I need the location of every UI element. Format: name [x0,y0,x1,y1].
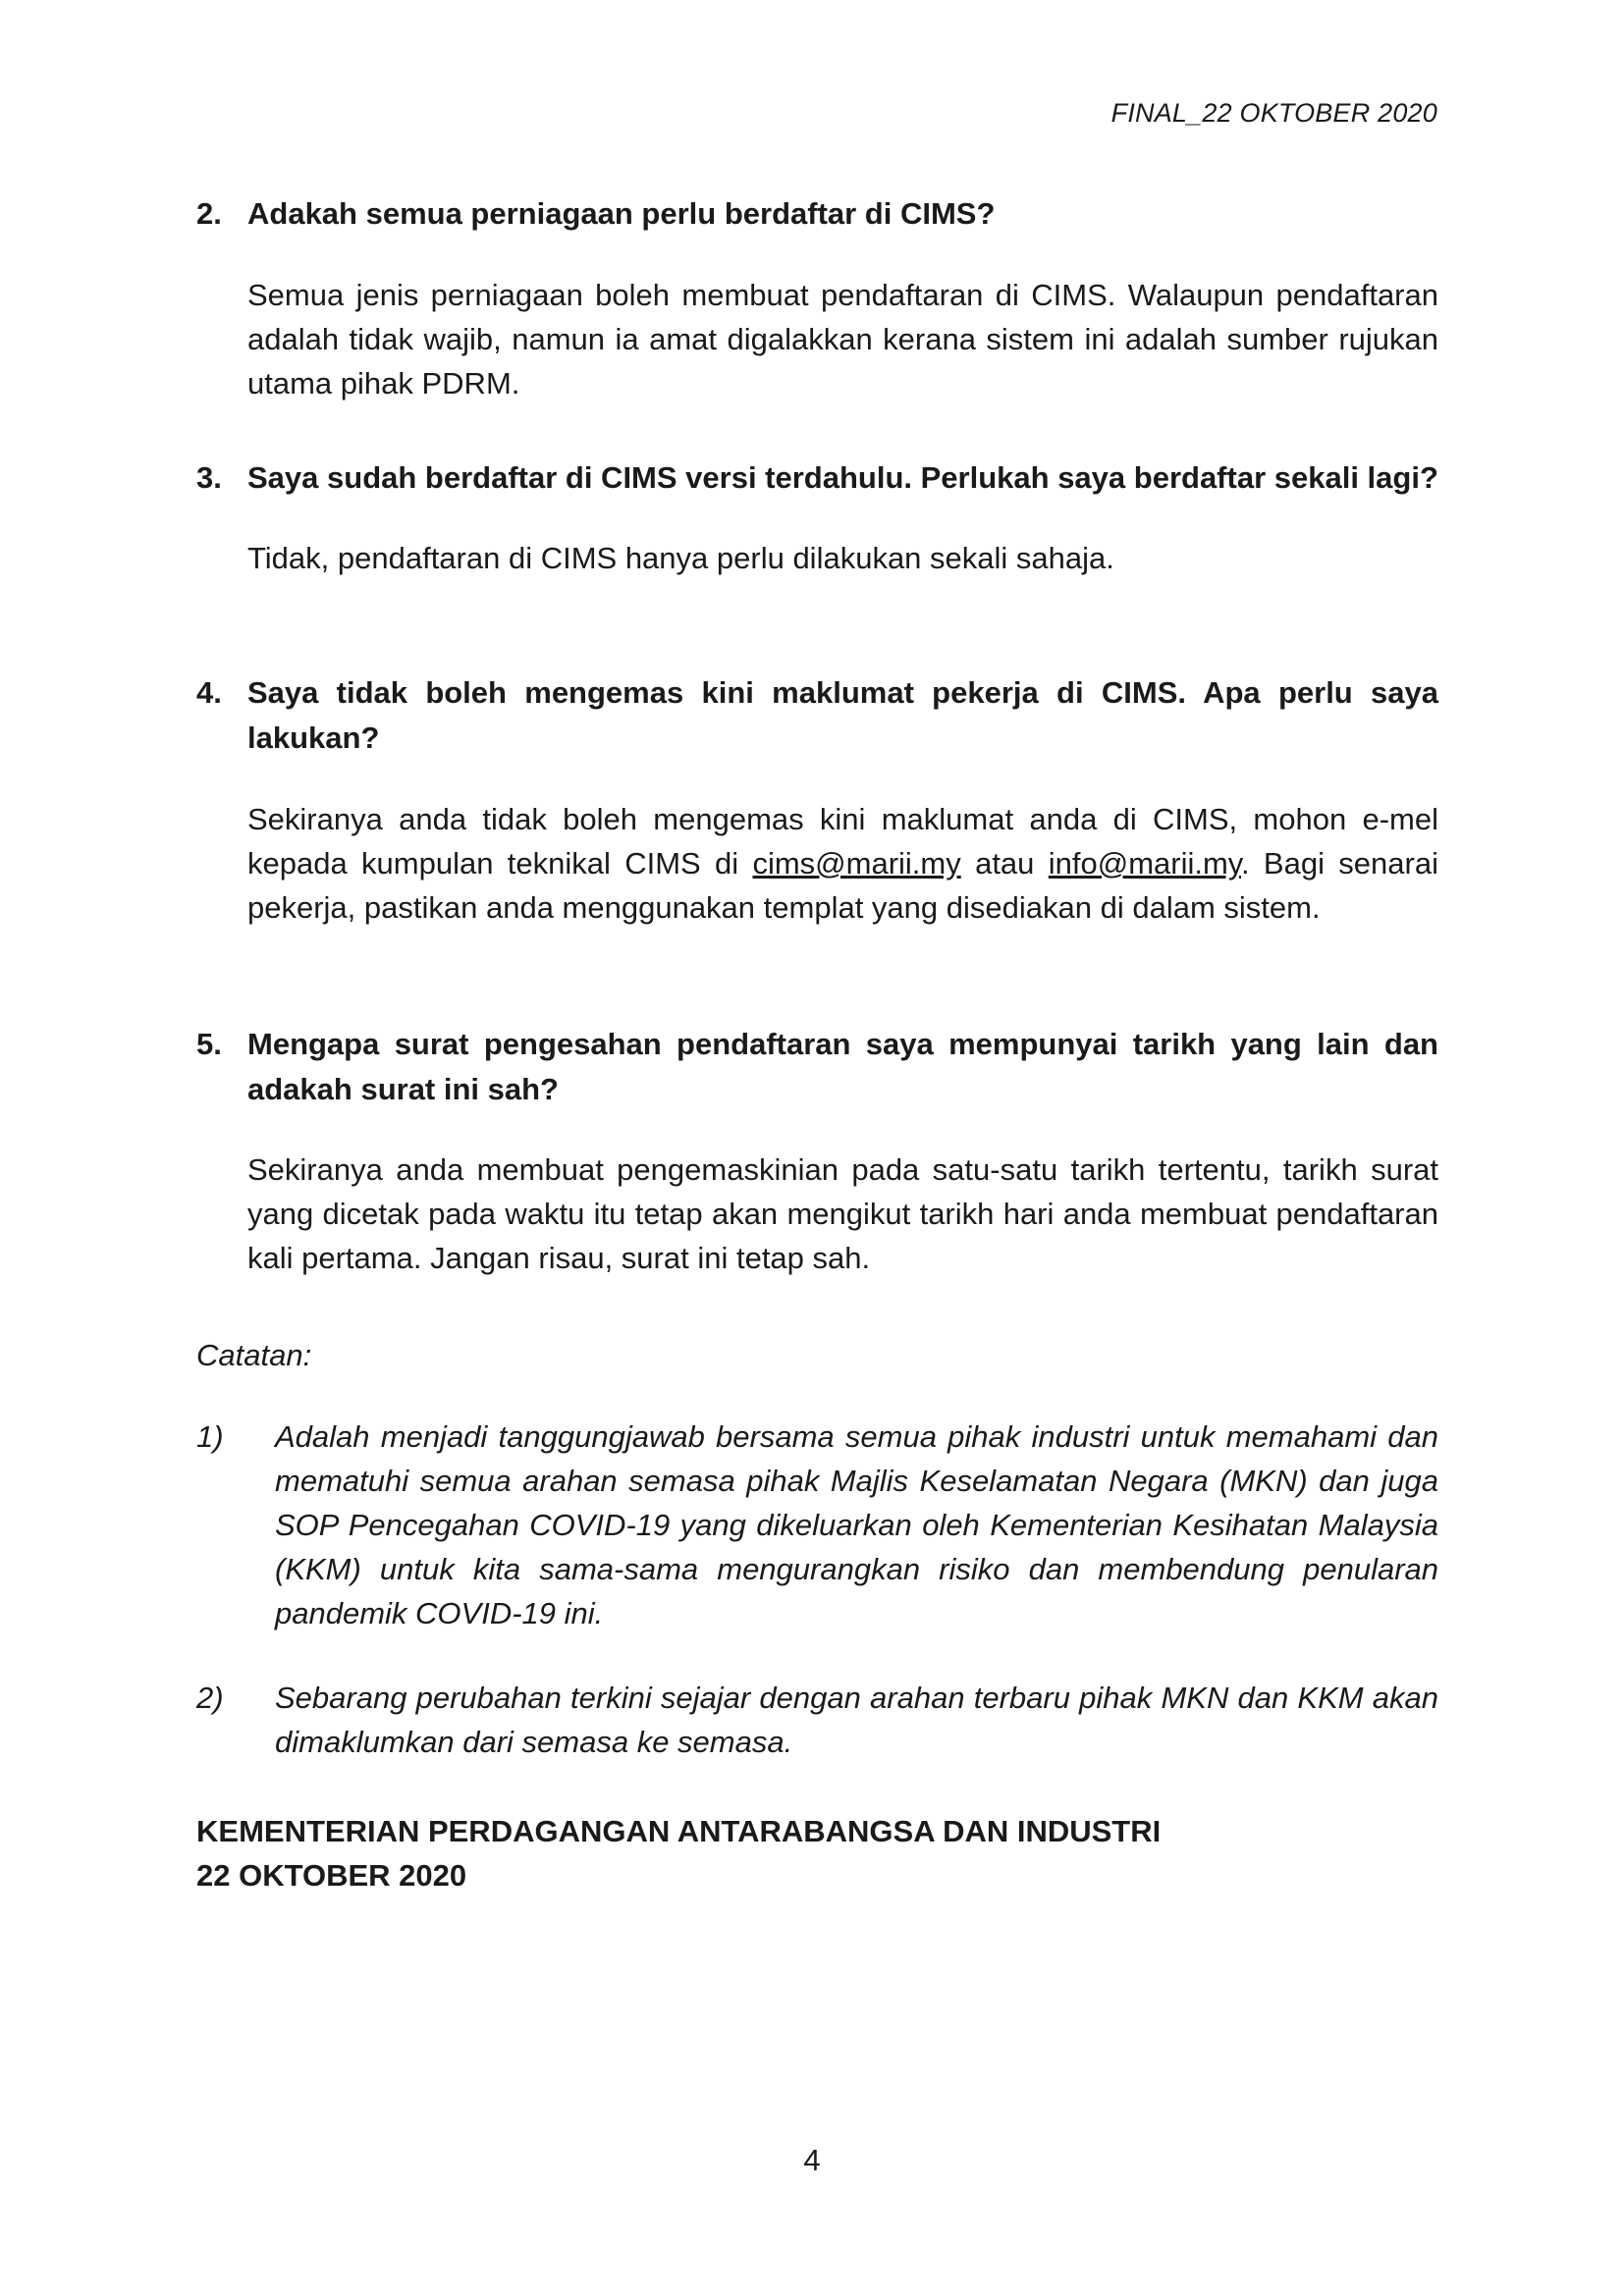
note-number: 2) [196,1681,224,1715]
email-link-info[interactable]: info@marii.my [1048,846,1241,881]
answer-text: Tidak, pendaftaran di CIMS hanya perlu dilakukan sekali sahaja. [247,541,1114,575]
question-text: Saya sudah berdaftar di CIMS versi terdahulu. Perlukah saya berdaftar sekali lagi? [247,460,1438,495]
note-number: 1) [196,1419,224,1454]
closing-signature [196,1809,1161,1897]
note-text: Sebarang perubahan terkini sejajar dengan arahan terbaru pihak MKN dan KKM akan dimaklumkan dari semasa ke semasa. [275,1681,1438,1759]
ministry-name: KEMENTERIAN PERDAGANGAN ANTARABANGSA DAN INDUSTRI [196,1814,1162,1848]
question-heading [196,455,1438,501]
email-link-cims[interactable]: cims@marii.my [752,846,961,881]
answer-text: Sekiranya anda membuat pengemaskinian pada satu-satu tarikh tertentu, tarikh surat yang dicetak pada waktu itu tetap akan mengikut tarikh hari anda membuat pendaftaran kali pertama. Jangan risau, surat ini tetap sah. [247,1152,1438,1275]
answer-text-middle: atau [975,846,1035,881]
faq-item-5 [196,1022,1438,1280]
answer-text [247,797,1438,930]
question-heading [196,670,1438,761]
note-text: Adalah menjadi tanggungjawab bersama semua pihak industri untuk memahami dan mematuhi semua arahan semasa pihak Majlis Keselamatan Negara (MKN) dan juga SOP Pencegahan COVID-19 yang dikeluarkan oleh Kementerian Kesihatan Malaysia (KKM) untuk kita sama-sama mengurangkan risiko dan membendung penularan pandemik COVID-19 ini. [275,1419,1438,1630]
faq-item-4 [196,670,1438,930]
note-item-1 [196,1415,1438,1635]
header-version-tag: FINAL_22 OKTOBER 2020 [1110,98,1437,128]
question-number: 3. [196,460,222,495]
question-number: 4. [196,675,222,710]
question-number: 2. [196,196,222,231]
faq-item-3 [196,455,1438,580]
page-number: 4 [803,2143,821,2177]
closing-date: 22 OKTOBER 2020 [196,1858,467,1893]
answer-text-before: Sekiranya anda tidak boleh mengemas kini maklumat anda di CIMS, mohon e-mel kepada kumpulan teknikal CIMS di [247,802,1438,881]
question-heading [196,1022,1438,1112]
notes-label: Catatan: [196,1338,312,1372]
answer-text: Semua jenis perniagaan boleh membuat pendaftaran di CIMS. Walaupun pendaftaran adalah tidak wajib, namun ia amat digalakkan kerana sistem ini adalah sumber rujukan utama pihak PDRM. [247,278,1438,400]
faq-item-2 [196,191,1438,405]
question-text: Adakah semua perniagaan perlu berdaftar di CIMS? [247,196,996,231]
answer-text-after: . Bagi senarai pekerja, pastikan anda menggunakan templat yang disediakan di dalam sistem. [247,846,1438,925]
question-number: 5. [196,1027,222,1061]
note-item-2 [196,1676,1438,1764]
question-heading [196,191,1438,237]
question-text: Saya tidak boleh mengemas kini maklumat pekerja di CIMS. Apa perlu saya lakukan? [247,675,1438,755]
question-text: Mengapa surat pengesahan pendaftaran saya mempunyai tarikh yang lain dan adakah surat ini sah? [247,1027,1438,1106]
